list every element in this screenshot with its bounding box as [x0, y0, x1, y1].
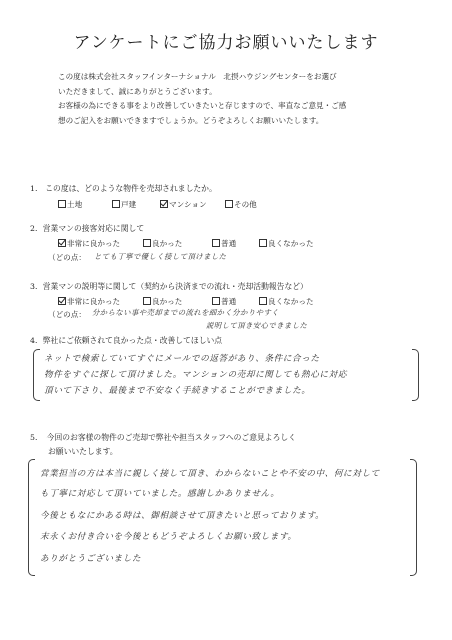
checkbox[interactable]: [259, 239, 267, 247]
q5-handwritten-line: も丁寧に対応して頂いていました。感謝しかありません。: [40, 489, 280, 499]
page-title: アンケートにご協力お願いいたします: [73, 33, 379, 53]
q1-option-mansion[interactable]: マンション: [160, 199, 207, 210]
intro-line: お客様の為にできる事をより改善していきたいと存じますので、率直なご意見・ご感: [58, 101, 347, 110]
q3-handwritten-answer-line2: 説明して頂き安心できました: [206, 321, 308, 330]
q3-question: 3．営業マンの説明等に関して（契約から決済までの流れ・売却活動報告など）: [30, 282, 308, 291]
q5-handwritten-line: 末永くお付き合いを今後ともどうぞよろしくお願い致します。: [40, 532, 297, 542]
q3-handwritten-answer-line1: 分からない事や売却までの流れを細かく分かりやすく: [92, 308, 279, 317]
checkbox[interactable]: [143, 297, 151, 305]
checkbox-checked[interactable]: [58, 297, 66, 305]
checkbox-checked[interactable]: [160, 200, 168, 208]
q5-bracket-left: [28, 459, 35, 576]
checkbox-checked[interactable]: [58, 239, 66, 247]
q3-option-very-good[interactable]: 非常に良かった: [58, 296, 120, 307]
q2-reason-prefix: （どの点：: [48, 253, 86, 262]
q2-question: 2．営業マンの接客対応に関して: [30, 224, 145, 233]
intro-text: [58, 70, 418, 128]
q5-handwritten-line: 今後ともなにかある時は、御相談させて頂きたいと思っております。: [40, 511, 325, 521]
checkbox[interactable]: [58, 200, 66, 208]
q5-bracket-right: [410, 459, 417, 576]
intro-line: この度は株式会社スタッフインターナショナル 北摂ハウジングセンターをお選び: [58, 72, 337, 81]
q1-option-land[interactable]: 土地: [58, 199, 82, 210]
q4-question: 4．弊社にご依頼されて良かった点・改善してほしい点: [30, 336, 223, 345]
checkbox[interactable]: [112, 200, 120, 208]
checkbox[interactable]: [212, 297, 220, 305]
q5-handwritten-line: ありがとうございました: [40, 554, 142, 564]
checkbox[interactable]: [143, 239, 151, 247]
q2-option-normal[interactable]: 普通: [212, 238, 236, 249]
q2-option-good[interactable]: 良かった: [143, 238, 182, 249]
q2-handwritten-answer: とても丁寧で優しく接して頂けました: [94, 252, 227, 261]
q5-handwritten-line: 営業担当の方は本当に親しく接して頂き、わからないことや不安の中、何に対して: [40, 469, 380, 479]
q2-option-very-good[interactable]: 非常に良かった: [58, 238, 120, 249]
q5-question-line2: お願いいたします。: [48, 447, 118, 456]
q3-option-normal[interactable]: 普通: [212, 296, 236, 307]
q4-bracket-left: [33, 349, 40, 401]
q3-option-good[interactable]: 良かった: [143, 296, 182, 307]
q4-handwritten-line: 物件をすぐに探して頂けました。マンションの売却に関しても熱心に対応: [44, 370, 348, 380]
q1-option-other[interactable]: その他: [225, 199, 257, 210]
q2-option-not-good[interactable]: 良くなかった: [259, 238, 314, 249]
q1-question: 1. この度は、どのような物件を売却されましたか。: [30, 184, 217, 193]
intro-line: いただきまして、誠にありがとうございます。: [58, 86, 217, 96]
q4-bracket-right: [412, 349, 419, 401]
q4-handwritten-line: ネットで検索していてすぐにメールでの返答があり、条件に合った: [44, 354, 320, 364]
q4-handwritten-line: 頂いて下さり、最後まで不安なく手続きすることができました。: [44, 386, 311, 396]
q1-option-house[interactable]: 戸建: [112, 199, 136, 210]
checkbox[interactable]: [225, 200, 233, 208]
q3-option-not-good[interactable]: 良くなかった: [259, 296, 314, 307]
q3-reason-prefix: （どの点：: [48, 310, 86, 319]
checkbox[interactable]: [259, 297, 267, 305]
q5-question-line1: 5． 今回のお客様の物件のご売却で弊社や担当スタッフへのご意見よろしく: [30, 433, 296, 442]
intro-line: 想のご記入をお願いできますでしょうか。どうぞよろしくお願いいたします。: [58, 115, 324, 125]
checkbox[interactable]: [212, 239, 220, 247]
